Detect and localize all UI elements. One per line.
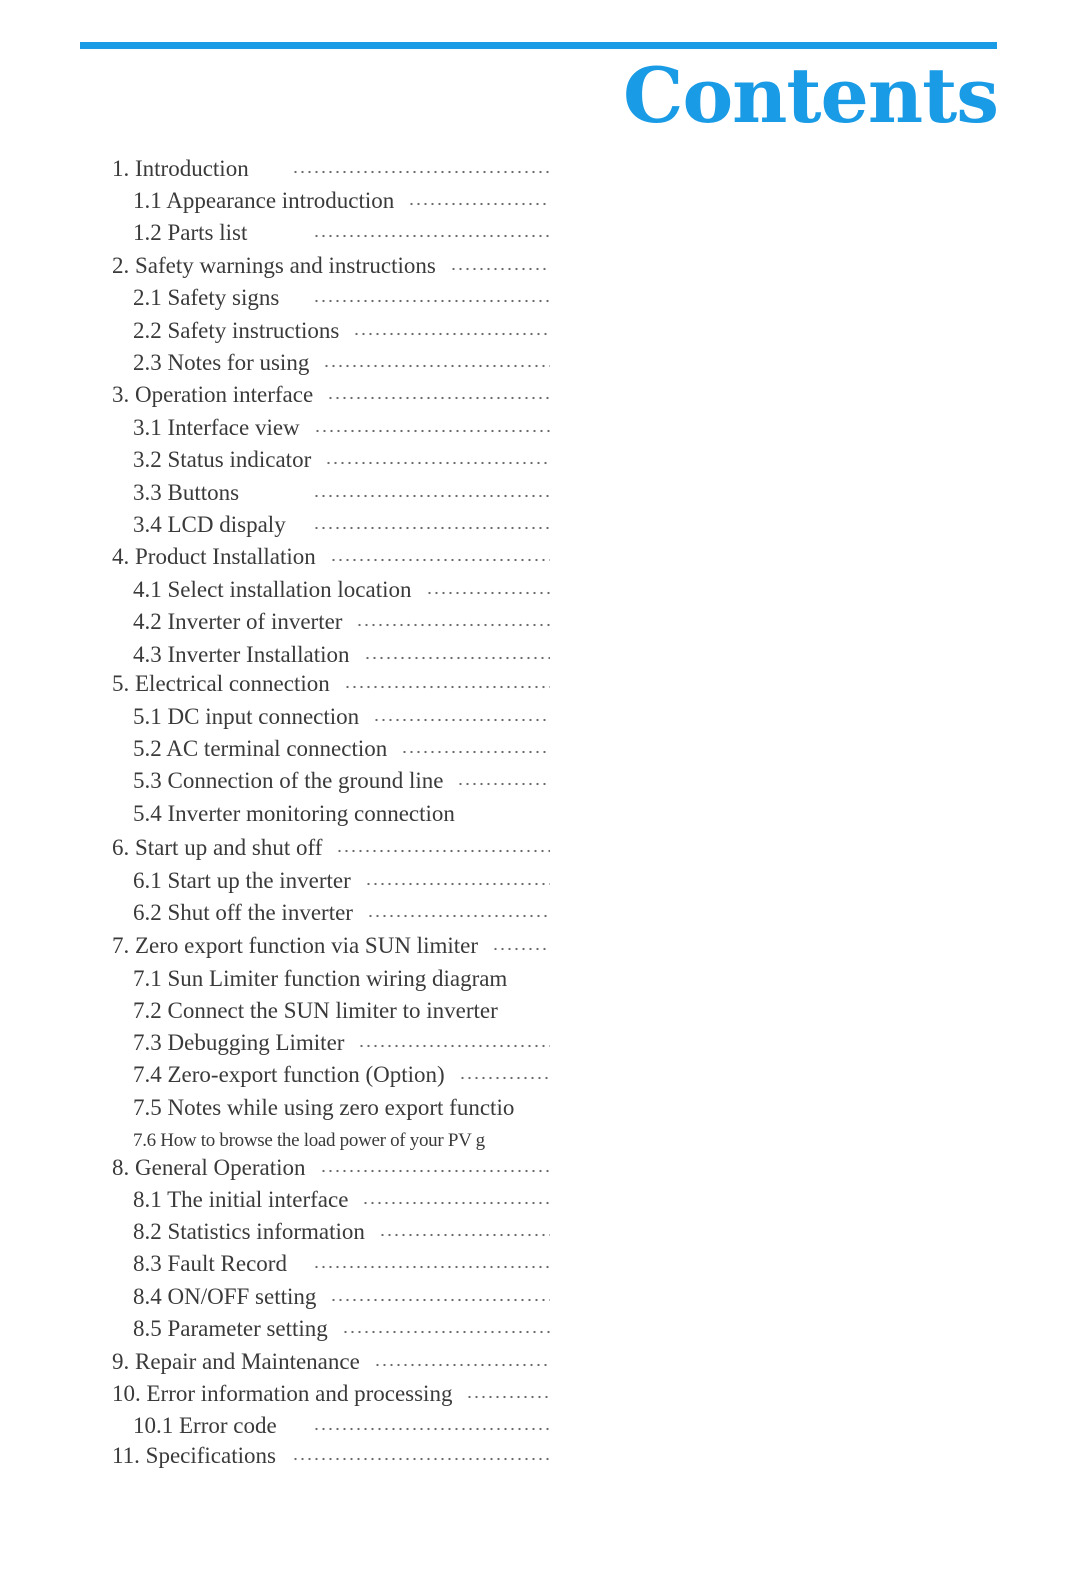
toc-dot-leader [426,591,551,595]
toc-dot-leader [314,429,550,433]
toc-entry[interactable] [133,1245,570,1275]
toc-entry-label: 3.4 LCD dispaly [133,512,286,537]
toc-entry[interactable] [112,1149,570,1179]
toc-dot-leader [365,882,550,886]
toc-dot-leader [330,1298,550,1302]
toc-entry-label: 6. Start up and shut off [112,835,323,860]
toc-entry[interactable] [133,1213,570,1243]
toc-entry-label: 2. Safety warnings and instructions [112,253,436,278]
toc-entry-label: 5. Electrical connection [112,671,330,696]
toc-dot-leader [342,1330,550,1334]
toc-entry[interactable] [133,1407,570,1437]
toc-dot-leader [313,299,550,303]
toc-dot-leader [450,267,550,271]
toc-dot-leader [325,461,550,465]
toc-entry-label: 7.4 Zero-export function (Option) [133,1062,445,1087]
toc-entry-label: 5.3 Connection of the ground line [133,768,444,793]
toc-entry[interactable] [133,1056,570,1086]
toc-entry-label: 7.3 Debugging Limiter [133,1030,345,1055]
toc-entry-label: 8. General Operation [112,1155,306,1180]
toc-dot-leader [358,1044,550,1048]
toc-entry-label: 1.1 Appearance introduction [133,188,395,213]
toc-entry[interactable] [133,1120,570,1150]
toc-entry[interactable] [133,312,570,342]
toc-entry-label: 9. Repair and Maintenance [112,1349,360,1374]
toc-entry-label: 6.1 Start up the inverter [133,868,351,893]
toc-entry-label: 2.2 Safety instructions [133,318,340,343]
toc-entry-label: 3.3 Buttons [133,480,240,505]
toc-entry[interactable] [133,862,570,892]
toc-entry-label: 8.5 Parameter setting [133,1316,328,1341]
toc-dot-leader [466,1395,550,1399]
toc-entry[interactable] [133,409,570,439]
toc-dot-leader [459,1076,550,1080]
toc-entry-label: 10.1 Error code [133,1413,277,1438]
toc-entry[interactable] [133,1181,570,1211]
toc-dot-leader [323,364,550,368]
toc-entry[interactable] [112,665,570,695]
toc-entry-label: 6.2 Shut off the inverter [133,900,353,925]
toc-entry[interactable] [133,698,570,728]
toc-entry-label: 4. Product Installation [112,544,316,569]
toc-dot-leader [408,202,550,206]
toc-entry-label: 3.1 Interface view [133,415,300,440]
toc-entry-label: 8.4 ON/OFF setting [133,1284,317,1309]
toc-entry-label: 3.2 Status indicator [133,447,312,472]
toc-entry-label: 7. Zero export function via SUN limiter [112,933,479,958]
toc-dot-leader [344,685,550,689]
toc-entry[interactable] [133,795,570,825]
toc-dot-leader [353,332,550,336]
toc-entry[interactable] [112,927,570,957]
toc-entry-label: 11. Specifications [112,1443,276,1468]
toc-dot-leader [313,526,550,530]
toc-dot-leader [401,750,550,754]
toc-entry-label: 4.1 Select installation location [133,577,412,602]
toc-entry[interactable] [112,1375,570,1405]
page-title: Contents [622,51,998,140]
toc-entry[interactable] [133,441,570,471]
toc-entry-label: 5.4 Inverter monitoring connection [133,801,455,826]
toc-entry[interactable] [112,376,570,406]
toc-entry[interactable] [112,150,570,180]
toc-dot-leader [313,494,550,498]
toc-entry-label: 5.2 AC terminal connection [133,736,388,761]
toc-entry[interactable] [133,344,570,374]
toc-entry[interactable] [133,960,570,990]
toc-entry-label: 7.2 Connect the SUN limiter to inverter [133,998,498,1023]
toc-dot-leader [320,1169,550,1173]
toc-entry-label: 1. Introduction [112,156,249,181]
toc-entry[interactable] [133,894,570,924]
toc-entry[interactable] [133,1024,570,1054]
toc-entry[interactable] [133,182,570,212]
toc-dot-leader [457,782,550,786]
toc-entry-label: 10. Error information and processing [112,1381,453,1406]
toc-entry[interactable] [133,214,570,244]
toc-entry[interactable] [133,636,570,666]
toc-dot-leader [492,947,550,951]
toc-entry[interactable] [133,603,570,633]
toc-entry[interactable] [112,1437,570,1467]
toc-dot-leader [313,234,550,238]
toc-entry-label: 2.3 Notes for using [133,350,310,375]
toc-dot-leader [313,1265,550,1269]
toc-entry-label: 4.3 Inverter Installation [133,642,350,667]
toc-dot-leader [373,718,550,722]
toc-dot-leader [364,656,550,660]
toc-entry[interactable] [133,1089,570,1119]
toc-dot-leader [336,849,550,853]
toc-entry-label: 8.3 Fault Record [133,1251,287,1276]
toc-entry[interactable] [133,992,570,1022]
toc-entry-label: 4.2 Inverter of inverter [133,609,343,634]
toc-entry[interactable] [133,1310,570,1340]
toc-entry[interactable] [133,571,570,601]
toc-entry-label: 2.1 Safety signs [133,285,280,310]
toc-dot-leader [374,1363,550,1367]
toc-entry-label: 8.1 The initial interface [133,1187,349,1212]
toc-entry[interactable] [112,247,570,277]
toc-entry-label: 1.2 Parts list [133,220,248,245]
toc-entry-label: 7.5 Notes while using zero export functio [133,1095,515,1120]
toc-entry[interactable] [133,279,570,309]
toc-dot-leader [379,1233,550,1237]
toc-dot-leader [362,1201,550,1205]
toc-dot-leader [313,1427,550,1431]
toc-entry[interactable] [133,762,570,792]
toc-dot-leader [327,396,550,400]
toc-entry-label: 8.2 Statistics information [133,1219,365,1244]
toc-entry[interactable] [133,730,570,760]
toc-entry-label: 7.6 How to browse the load power of your PV g [133,1130,485,1151]
toc-entry-label: 5.1 DC input connection [133,704,360,729]
toc-entry-label: 7.1 Sun Limiter function wiring diagram [133,966,508,991]
toc-dot-leader [356,623,550,627]
toc-entry-label: 3. Operation interface [112,382,314,407]
toc-entry[interactable] [133,1278,570,1308]
toc-dot-leader [292,170,550,174]
toc-entry[interactable] [133,506,570,536]
toc-dot-leader [330,558,550,562]
toc-entry[interactable] [133,474,570,504]
toc-entry[interactable] [112,1343,570,1373]
toc-entry[interactable] [112,538,570,568]
toc-dot-leader [367,914,550,918]
toc-dot-leader [292,1457,550,1461]
toc-entry[interactable] [112,829,570,859]
